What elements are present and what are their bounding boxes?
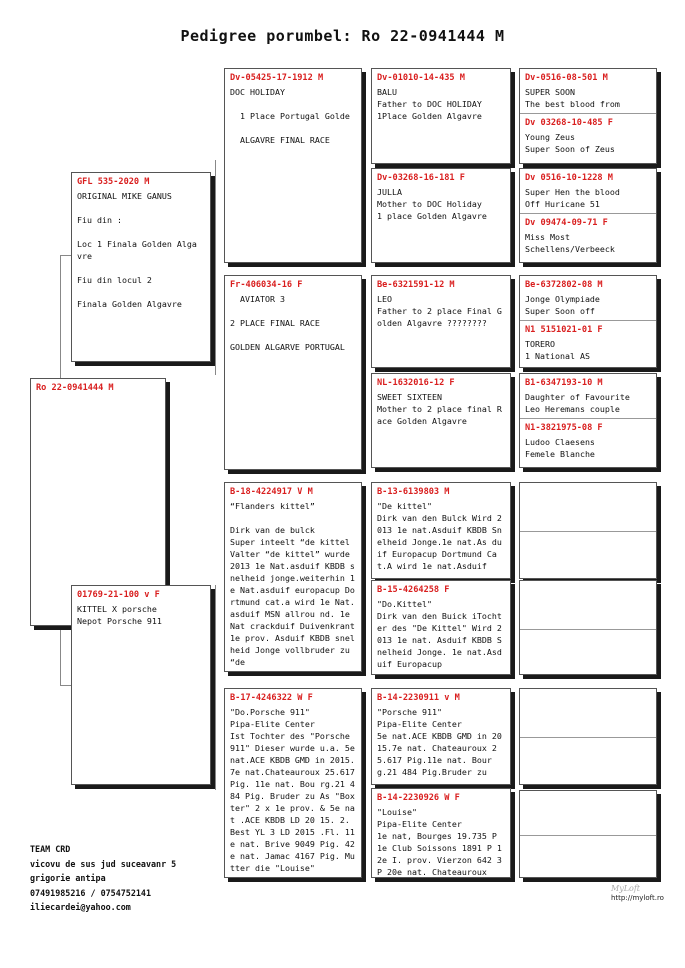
sire-sire-text: DOC HOLIDAY 1 Place Portugal Golde ALGAVRE FINAL RACE: [230, 87, 350, 145]
sire-id: GFL 535-2020 M: [77, 177, 150, 187]
g4-empty-4: [519, 790, 657, 878]
dam-card: [71, 585, 211, 785]
g4-empty-2: [519, 580, 657, 675]
g3-card-7: [371, 688, 511, 785]
g3-id: B-14-2230926 W F: [377, 793, 460, 803]
logo: MyLoft: [611, 884, 641, 893]
g4-id: N1-3821975-08 F: [525, 423, 603, 433]
g3-id: B-15-4264258 F: [377, 585, 450, 595]
page-title: Pedigree porumbel: Ro 22-0941444 M: [180, 27, 505, 45]
g4-text: Ludoo Claesens Femele Blanche: [525, 437, 595, 459]
connector-line: [365, 120, 366, 210]
connector-line: [512, 290, 513, 340]
connector-line: [365, 735, 366, 830]
g3-text: "De kittel" Dirk van den Bulck Wird 2013 1e nat.Asduif KBDB Snelheid Jonge.1e nat.As duif Europacup Dortmund Cat.A wird 1e nat.Asduif: [377, 501, 502, 571]
g4-empty-3: [519, 688, 657, 785]
g4-pair-2: [519, 168, 657, 263]
g4-id: B1-6347193-10 M: [525, 378, 603, 388]
connector-line: [365, 315, 366, 410]
sire-dam-id: Fr-406034-16 F: [230, 280, 303, 290]
g4-text: SUPER SOON The best blood from: [525, 87, 620, 109]
connector-line: [215, 585, 216, 790]
g3-text: "Louise" Pipa-Elite Center 1e nat, Bourges 19.735 P 1e Club Soissons 1891 P 12e I. prov. Vierzon 642 3 P 20e nat. Chateauroux: [377, 807, 502, 877]
g3-id: Dv-03268-16-181 F: [377, 173, 465, 183]
sire-text: ORIGINAL MIKE GANUS Fiu din : Loc 1 Finala Golden Alga vre Fiu din locul 2 Finala Golden Algavre: [77, 191, 197, 309]
g3-id: Be-6321591-12 M: [377, 280, 455, 290]
g3-card-8: [371, 788, 511, 878]
g4-pair-4: [519, 373, 657, 468]
g3-card-5: [371, 482, 511, 579]
g3-id: B-14-2230911 v M: [377, 693, 460, 703]
g4-id: Be-6372802-08 M: [525, 280, 603, 290]
g4-text: TORERO 1 National AS: [525, 339, 590, 361]
g4-pair-3: [519, 275, 657, 368]
g3-text: SWEET SIXTEEN Mother to 2 place final Race Golden Algavre: [377, 392, 502, 426]
dam-sire-id: B-18-4224917 V M: [230, 487, 313, 497]
g3-card-3: [371, 275, 511, 368]
sire-dam-card: [224, 275, 362, 470]
g4-id: Dv 09474-09-71 F: [525, 218, 608, 228]
g3-text: BALU Father to DOC HOLIDAY 1Place Golden Algavre: [377, 87, 482, 121]
g3-id: Dv-01010-14-435 M: [377, 73, 465, 83]
g3-text: "Do.Kittel" Dirk van den Buick iTochter des "De Kittel" Wird 2013 1e nat. Asduif KBDB Snelheid Jonge. 1e nat.Asduif Europacup: [377, 599, 502, 669]
connector-line: [512, 390, 513, 440]
g4-text: Daughter of Favourite Leo Heremans couple: [525, 392, 630, 414]
site-url: http://myloft.ro: [611, 894, 664, 902]
g4-id: N1 5151021-01 F: [525, 325, 603, 335]
subject-id: Ro 22-0941444 M: [36, 383, 114, 393]
connector-line: [365, 530, 366, 625]
connector-line: [512, 90, 513, 140]
dam-text: KITTEL X porsche Nepot Porsche 911: [77, 604, 162, 626]
g3-card-2: [371, 168, 511, 263]
dam-dam-text: "Do.Porsche 911" Pipa-Elite Center Ist Tochter des "Porsche 911" Dieser wurde u.a. 5e nat.ACE KBDB GMD in 2015.7e nat.Chateauroux 25.617 Pig. 11e nat. Bou rg.21 484 Pig. Bruder zu As "Boxter" 2 x 1e prov. & 5e nat .ACE KBDB LD 20 15. 2. Best YL 3 LD 2015 .Fl. 11e nat. Brive 9049 Pig. 42e nat. Jamac 4167 Pig. Mutter die "Louise": [230, 707, 355, 873]
g4-id: Dv 03268-10-485 F: [525, 118, 613, 128]
g4-text: Super Hen the blood Off Huricane 51: [525, 187, 620, 209]
g4-empty-1: [519, 482, 657, 579]
g3-card-1: [371, 68, 511, 164]
dam-sire-text: “Flanders kittel” Dirk van de bulck Super inteelt “de kittel Valter “de kittel” wurde 2013 1e Nat.asduif KBDB snelheid jonge.weiterhin 1e Nat.asduif europacup Dortmund cat.a wird 1e Nat.asduif MSN allrou nd. 1e Nat crackduif Duivenkrant 1e prov. Asduif KBDB snelheid Jonge vollbruder zu “de: [230, 501, 355, 667]
g3-card-6: [371, 580, 511, 675]
dam-dam-id: B-17-4246322 W F: [230, 693, 313, 703]
g3-text: "Porsche 911" Pipa-Elite Center 5e nat.ACE KBDB GMD in 2015.7e nat. Chateauroux 25.617 Pig.11e nat. Bour g.21 484 Pig.Bruder zu: [377, 707, 502, 777]
g3-card-4: [371, 373, 511, 468]
dam-sire-card: [224, 482, 362, 672]
g4-text: Miss Most Schellens/Verbeeck: [525, 232, 615, 254]
sire-card: [71, 172, 211, 362]
g3-text: JULLA Mother to DOC Holiday 1 place Golden Algavre: [377, 187, 487, 221]
g4-id: Dv-0516-08-501 M: [525, 73, 608, 83]
g4-text: Young Zeus Super Soon of Zeus: [525, 132, 615, 154]
g4-pair-1: [519, 68, 657, 164]
g4-text: Jonge Olympiade Super Soon off: [525, 294, 600, 316]
g3-id: NL-1632016-12 F: [377, 378, 455, 388]
connector-line: [512, 190, 513, 235]
dam-id: 01769-21-100 v F: [77, 590, 160, 600]
g4-id: Dv 0516-10-1228 M: [525, 173, 613, 183]
sire-sire-id: Dv-05425-17-1912 M: [230, 73, 324, 83]
g3-id: B-13-6139803 M: [377, 487, 450, 497]
team-contact: TEAM CRD vicovu de sus jud suceavanr 5 grigorie antipa 07491985216 / 0754752141 iliecardei@yahoo.com: [30, 844, 177, 912]
g3-text: LEO Father to 2 place Final Golden Algavre ????????: [377, 294, 502, 328]
sire-dam-text: AVIATOR 3 2 PLACE FINAL RACE GOLDEN ALGARVE PORTUGAL: [230, 294, 345, 352]
dam-dam-card: [224, 688, 362, 878]
connector-line: [215, 160, 216, 375]
sire-sire-card: [224, 68, 362, 263]
